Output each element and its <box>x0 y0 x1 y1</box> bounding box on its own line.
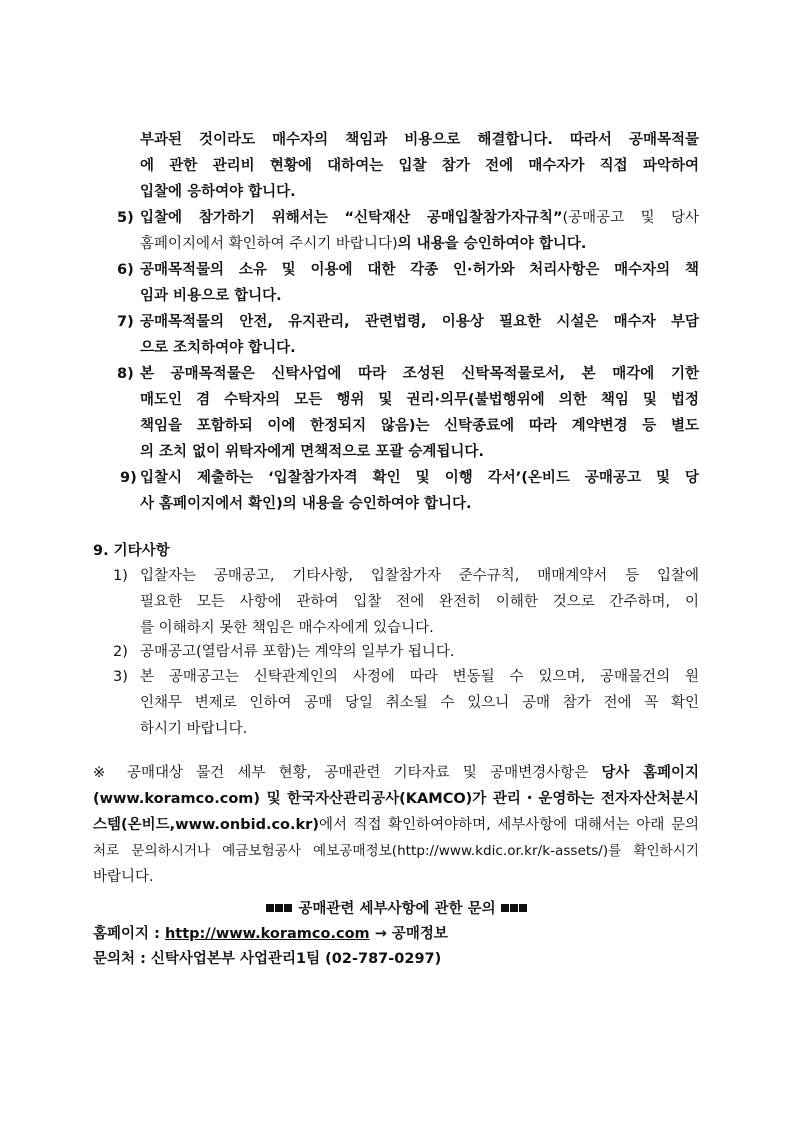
item8-line2: 매도인 겸 수탁자의 모든 행위 및 권리·의무(불법행위에 의한 책임 및 법정 <box>140 392 699 408</box>
homepage-link[interactable]: http://www.koramco.com <box>164 926 370 942</box>
contact-title <box>0 897 794 921</box>
s9-item1-number: 1) <box>113 568 128 584</box>
homepage-suffix: → 공매정보 <box>369 926 448 942</box>
item7-number: 7) <box>117 314 134 330</box>
square-bullet-icon <box>510 904 518 912</box>
item5-line1 <box>140 206 699 230</box>
s9-item3-line3: 하시기 바랍니다. <box>140 721 248 737</box>
s9-item3-number: 3) <box>113 669 128 685</box>
square-bullet-icon <box>519 904 527 912</box>
item8-line4: 의 조치 없이 위탁자에게 면책적으로 포괄 승계됩니다. <box>140 444 484 460</box>
item5-text-c: 홈페이지에서 확인하여 주시기 바랍니다) <box>140 236 398 252</box>
homepage-line <box>93 922 448 946</box>
item5-number: 5) <box>117 210 134 226</box>
notice-line1 <box>93 761 699 785</box>
s8-cont-line2: 에 관한 관리비 현황에 대하여는 입찰 참가 전에 매수자가 직접 파악하여 <box>140 158 699 174</box>
item9-line2: 사 홈페이지에서 확인)의 내용을 승인하여야 합니다. <box>140 496 472 512</box>
s9-item1-line2: 필요한 모든 사항에 관하여 입찰 전에 완전히 이해한 것으로 간주하며, 이 <box>140 594 699 610</box>
item5-text-d: 의 내용을 승인하여야 합니다. <box>397 236 587 252</box>
s9-item3-line2: 인채무 변제로 인하여 공매 당일 취소될 수 있으니 공매 참가 전에 꼭 확인 <box>140 695 699 711</box>
item6-line1: 공매목적물의 소유 및 이용에 대한 각종 인·허가와 처리사항은 매수자의 책 <box>140 262 699 278</box>
notice-line5: 바랍니다. <box>93 869 154 885</box>
notice-text-homepage: 당사 홈페이지 <box>601 765 700 781</box>
item9-number: 9) <box>120 470 137 486</box>
item5-text-b: (공매공고 및 당사 <box>562 210 699 226</box>
s8-cont-line1: 부과된 것이라도 매수자의 책임과 비용으로 해결합니다. 따라서 공매목적물 <box>140 132 699 148</box>
section9-heading: 9. 기타사항 <box>93 543 170 559</box>
s9-item1-line3: 를 이해하지 못한 책임은 매수자에게 있습니다. <box>140 620 434 636</box>
item8-line3: 책임을 포함하되 이에 한정되지 않음)는 신탁종료에 따라 계약변경 등 별도 <box>140 418 699 434</box>
item5-line2 <box>140 232 699 256</box>
item6-line2: 임과 비용으로 합니다. <box>140 288 282 304</box>
homepage-label: 홈페이지 : <box>93 926 165 942</box>
notice-text-rest: 에서 직접 확인하여야하며, 세부사항에 대해서는 아래 문의 <box>318 817 699 833</box>
notice-line3 <box>93 813 699 837</box>
s9-item2-line1: 공매공고(열람서류 포함)는 계약의 일부가 됩니다. <box>140 644 455 660</box>
item7-line1: 공매목적물의 안전, 유지관리, 관련법령, 이용상 필요한 시설은 매수자 부담 <box>140 314 699 330</box>
notice-line2: (www.koramco.com) 및 한국자산관리공사(KAMCO)가 관리・운영하는 전자자산처분시 <box>93 791 699 807</box>
s9-item2-number: 2) <box>113 644 128 660</box>
item5-text-a: 입찰에 참가하기 위해서는 “신탁재산 공매입찰참가자규칙” <box>140 210 563 226</box>
square-bullet-icon <box>501 904 509 912</box>
s9-item1-line1: 입찰자는 공매공고, 기타사항, 입찰참가자 준수규칙, 매매계약서 등 입찰에 <box>140 568 699 584</box>
notice-text-onbid: 스템(온비드,www.onbid.co.kr) <box>93 817 319 833</box>
item8-line1: 본 공매목적물은 신탁사업에 따라 조성된 신탁목적물로서, 본 매각에 기한 <box>140 366 699 382</box>
contact-title-text: 공매관련 세부사항에 관한 문의 <box>298 901 496 917</box>
s8-cont-line3: 입찰에 응하여야 합니다. <box>140 184 296 200</box>
s9-item3-line1: 본 공매공고는 신탁관계인의 사정에 따라 변동될 수 있으며, 공매물건의 원 <box>140 669 699 685</box>
square-bullet-icon <box>284 904 292 912</box>
item7-line2: 으로 조치하여야 합니다. <box>140 340 296 356</box>
item8-number: 8) <box>117 366 134 382</box>
square-bullet-icon <box>275 904 283 912</box>
square-bullet-icon <box>266 904 274 912</box>
inquiry-line: 문의처 : 신탁사업본부 사업관리1팀 (02-787-0297) <box>93 951 442 967</box>
item6-number: 6) <box>117 262 134 278</box>
notice-text-a: ※ 공매대상 물건 세부 현황, 공매관련 기타자료 및 공매변경사항은 <box>93 765 602 781</box>
notice-line4: 처로 문의하시거나 예금보험공사 예보공매정보(http://www.kdic.or.kr/k-assets/)를 확인하시기 <box>93 843 699 859</box>
item9-line1: 입찰시 제출하는 ‘입찰참가자격 확인 및 이행 각서’(온비드 공매공고 및 당 <box>140 470 699 486</box>
